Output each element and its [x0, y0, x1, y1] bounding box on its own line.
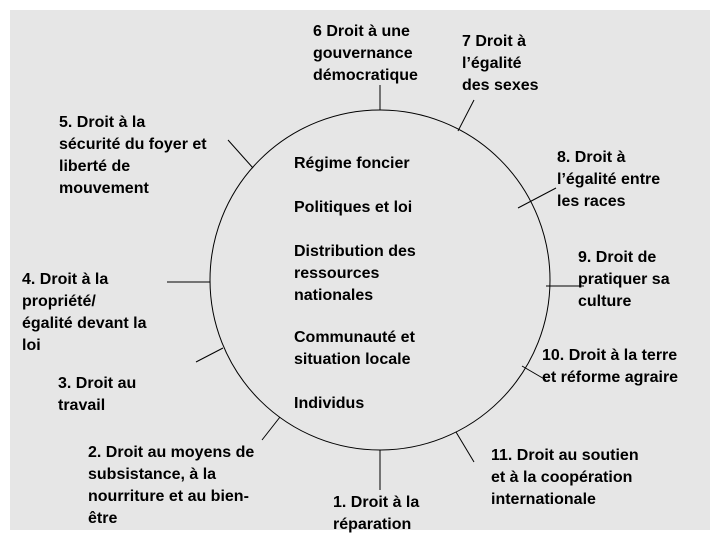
- right-label-4: 4. Droit à la propriété/ égalité devant la loi: [22, 271, 147, 354]
- connector-r3: [196, 348, 223, 362]
- circle-item-resource-distribution: Distribution des ressources nationales: [294, 243, 416, 304]
- circle-item-community: Communauté et situation locale: [294, 329, 415, 368]
- right-label-5: 5. Droit à la sécurité du foyer et liberté de mouvement: [59, 114, 207, 197]
- circle-item-land-tenure: Régime foncier: [294, 155, 410, 172]
- right-label-9: 9. Droit de pratiquer sa culture: [578, 249, 670, 310]
- right-label-3: 3. Droit au travail: [58, 375, 137, 414]
- right-label-1: 1. Droit à la réparation: [333, 494, 420, 533]
- connector-r2: [262, 417, 280, 440]
- connector-r5: [228, 140, 253, 168]
- right-label-2: 2. Droit au moyens de subsistance, à la nourriture et au bien- être: [88, 444, 255, 527]
- connector-r8: [518, 188, 556, 208]
- right-label-11: 11. Droit au soutien et à la coopération internationale: [491, 447, 639, 508]
- right-label-8: 8. Droit à l’égalité entre les races: [557, 149, 661, 210]
- connector-r7: [458, 100, 474, 131]
- right-label-6: 6 Droit à une gouvernance démocratique: [313, 23, 418, 84]
- connector-r11: [456, 432, 474, 462]
- circle-item-policy-law: Politiques et loi: [294, 199, 413, 216]
- circle-item-individuals: Individus: [294, 395, 365, 412]
- right-label-7: 7 Droit à l’égalité des sexes: [462, 33, 539, 94]
- right-label-10: 10. Droit à la terre et réforme agraire: [542, 347, 679, 386]
